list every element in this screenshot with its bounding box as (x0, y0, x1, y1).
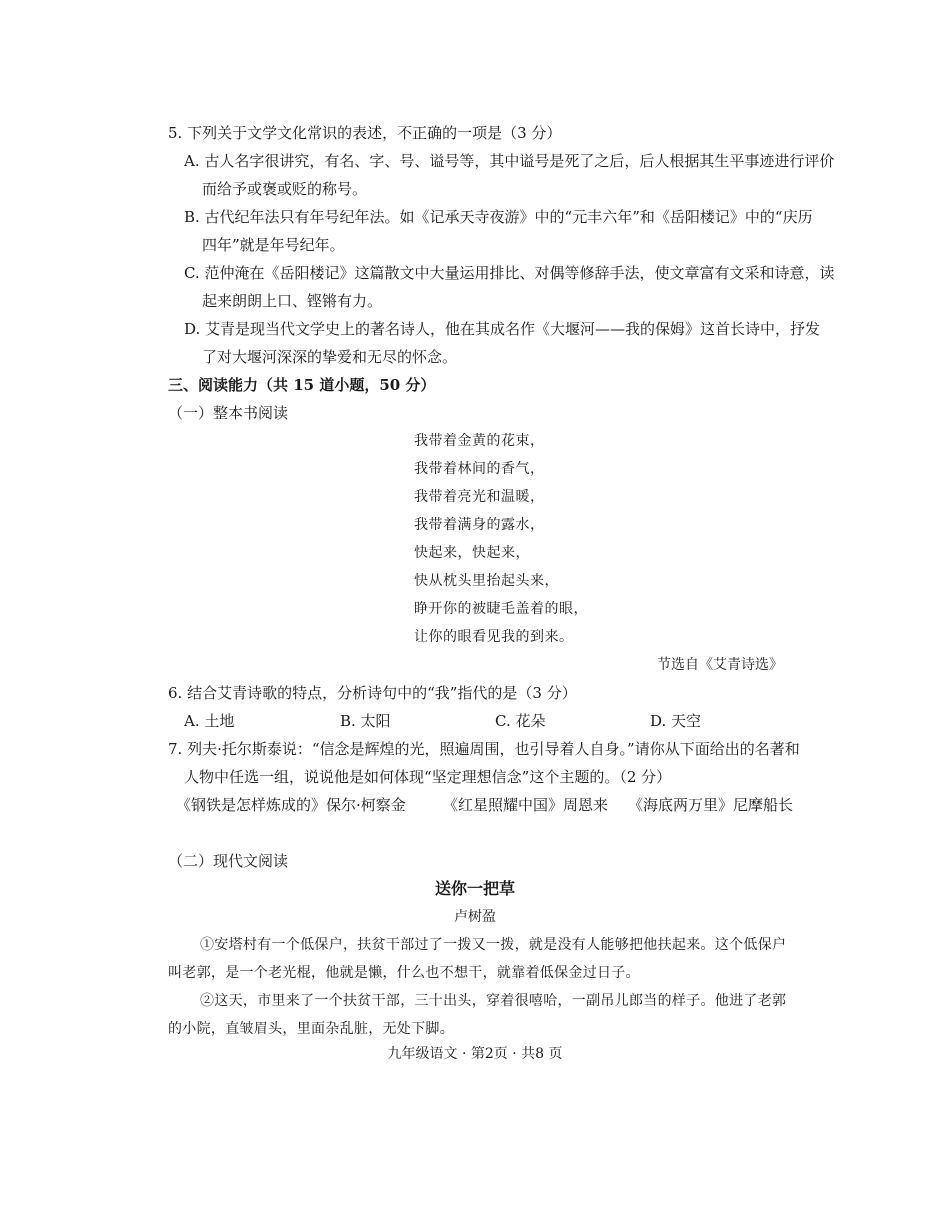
q5-option-d-line1: D. 艾青是现当代文学史上的著名诗人，他在其成名作《大堰河——我的保姆》这首长诗中，抒发 (184, 320, 821, 338)
q6-stem: 6. 结合艾青诗歌的特点，分析诗句中的“我”指代的是（3 分） (168, 684, 577, 702)
q7-book-option: 《海底两万里》尼摩船长 (628, 796, 794, 814)
q7-stem-line1: 7. 列夫·托尔斯泰说：“信念是辉煌的光，照遍周围，也引导着人自身。”请你从下面给出的名著和 (168, 740, 800, 758)
paragraph-2-line1: ②这天，市里来了一个扶贫干部，三十出头，穿着很嘻哈，一副吊儿郎当的样子。他进了老郭 (200, 993, 787, 1009)
poem-source: 节选自《艾青诗选》 (657, 657, 783, 673)
q7-book-option: 《钢铁是怎样炼成的》保尔·柯察金 (176, 796, 406, 814)
poem-line: 睁开你的被睫毛盖着的眼， (414, 601, 588, 617)
article-author: 卢树盈 (454, 909, 496, 925)
poem-line: 我带着林间的香气， (414, 461, 545, 477)
page-footer: 九年级语文 · 第2页 · 共8 页 (387, 1046, 563, 1062)
q5-option-c-line1: C. 范仲淹在《岳阳楼记》这篇散文中大量运用排比、对偶等修辞手法，使文章富有文采和诗意，读 (184, 264, 835, 282)
q5-stem: 5. 下列关于文学文化常识的表述，不正确的一项是（3 分） (168, 124, 562, 142)
q6-choice-a: A. 土地 (184, 712, 235, 730)
paragraph-1-line1: ①安塔村有一个低保户，扶贫干部过了一拨又一拨，就是没有人能够把他扶起来。这个低保户 (200, 937, 787, 953)
paragraph-1-line2: 叫老郭，是一个老光棍，他就是懒，什么也不想干，就靠着低保金过日子。 (168, 965, 640, 981)
q5-option-c-line2: 起来朗朗上口、铿锵有力。 (202, 292, 383, 310)
q5-option-b-line2: 四年”就是年号纪年。 (202, 236, 345, 254)
paragraph-2-line2: 的小院，直皱眉头，里面杂乱脏，无处下脚。 (168, 1021, 454, 1037)
part-1-title: （一）整本书阅读 (168, 404, 289, 422)
q6-choice-c: C. 花朵 (495, 712, 546, 730)
poem-line: 我带着满身的露水， (414, 517, 545, 533)
poem-line: 我带着亮光和温暖， (414, 489, 545, 505)
q5-option-d-line2: 了对大堰河深深的挚爱和无尽的怀念。 (202, 348, 458, 366)
poem-line: 让你的眼看见我的到来。 (414, 629, 574, 645)
q6-choice-d: D. 天空 (650, 712, 702, 730)
poem-line: 快起来，快起来， (414, 545, 530, 561)
q5-option-a-line1: A. 古人名字很讲究，有名、字、号、谥号等，其中谥号是死了之后，后人根据其生平事迹进行评价 (184, 152, 835, 170)
poem-line: 快从枕头里抬起头来， (414, 573, 559, 589)
q5-option-b-line1: B. 古代纪年法只有年号纪年法。如《记承天寺夜游》中的“元丰六年”和《岳阳楼记》中的“庆历 (184, 208, 813, 226)
section-3-title: 三、阅读能力（共 15 道小题，50 分） (168, 376, 436, 394)
article-title: 送你一把草 (434, 879, 515, 898)
q6-choice-b: B. 太阳 (340, 712, 391, 730)
q5-option-a-line2: 而给予或褒或贬的称号。 (202, 180, 368, 198)
poem-line: 我带着金黄的花束， (414, 433, 545, 449)
q7-stem-line2: 人物中任选一组，说说他是如何体现“坚定理想信念”这个主题的。（2 分） (184, 768, 672, 786)
part-2-title: （二）现代文阅读 (168, 852, 289, 870)
q7-book-option: 《红星照耀中国》周恩来 (443, 796, 609, 814)
